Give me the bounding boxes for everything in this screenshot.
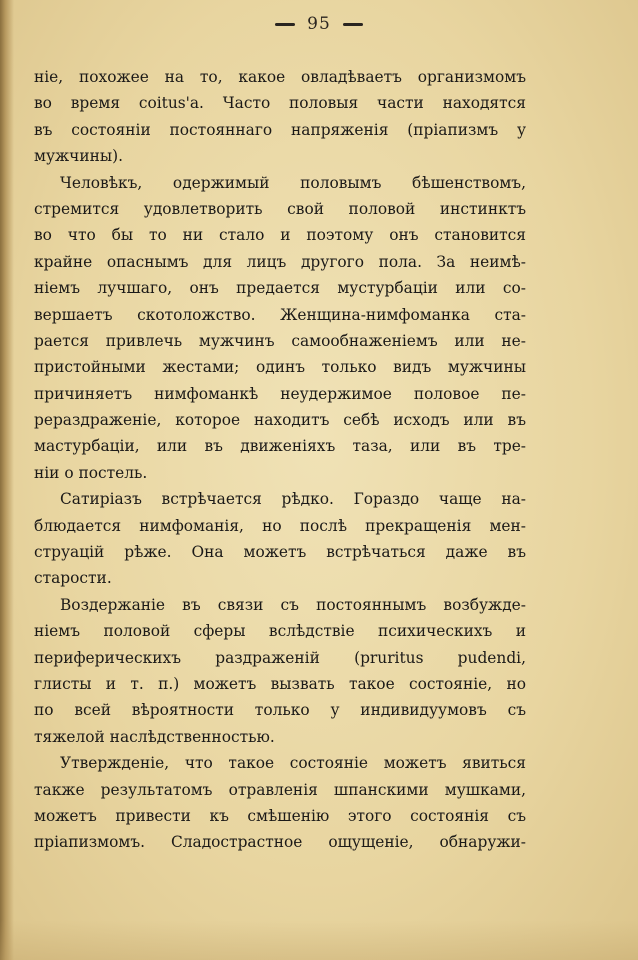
text-line: Воздержаніе въ связи съ постояннымъ возбужде- bbox=[60, 595, 526, 614]
left-ornament-dash bbox=[275, 23, 295, 26]
text-line: также результатомъ отравленія шпанскими мушками, bbox=[34, 780, 526, 799]
text-line: Сатиріазъ встрѣчается рѣдко. Гораздо чаще на- bbox=[60, 490, 526, 509]
text-line: мастурбаціи, или въ движеніяхъ таза, или въ тре- bbox=[34, 437, 526, 456]
text-line: въ состояніи постояннаго напряженія (пріапизмъ у bbox=[34, 120, 526, 139]
text-line: рается привлечь мужчинъ самообнаженіемъ или не- bbox=[34, 331, 526, 350]
text-line: рераздраженіе, которое находитъ себѣ исходъ или въ bbox=[34, 411, 526, 430]
text-line: ніемъ половой сферы вслѣдствіе психическихъ и bbox=[34, 622, 526, 641]
text-line: пристойными жестами; одинъ только видъ мужчины bbox=[34, 358, 526, 377]
text-line: во время coitus'а. Часто половыя части находятся bbox=[34, 94, 526, 113]
text-line: ніи о постель. bbox=[34, 463, 148, 482]
body-text bbox=[34, 64, 526, 856]
text-line: можетъ привести къ смѣшенію этого состоянія съ bbox=[34, 806, 526, 825]
text-line: ніемъ лучшаго, онъ предается мустурбаціи или со- bbox=[34, 279, 526, 298]
text-line: блюдается нимфоманія, но послѣ прекращенія мен- bbox=[34, 516, 526, 535]
text-line: мужчины). bbox=[34, 147, 124, 166]
text-line: стремится удовлетворить свой половой инстинктъ bbox=[34, 199, 526, 218]
text-line: крайне опаснымъ для лицъ другого пола. За неимѣ- bbox=[34, 252, 526, 271]
text-line: старости. bbox=[34, 569, 112, 588]
text-line: тяжелой наслѣдственностью. bbox=[34, 727, 275, 746]
spine-shadow bbox=[0, 0, 14, 960]
text-line: струацій рѣже. Она можетъ встрѣчаться даже въ bbox=[34, 543, 526, 562]
text-line: пріапизмомъ. Сладострастное ощущеніе, обнаружи- bbox=[34, 833, 526, 852]
text-line: периферическихъ раздраженій (pruritus pudendi, bbox=[34, 648, 526, 667]
page-header bbox=[0, 14, 638, 34]
text-line: по всей вѣроятности только у индивидуумовъ съ bbox=[34, 701, 526, 720]
text-line: ніе, похожее на то, какое овладѣваетъ организмомъ bbox=[34, 68, 526, 86]
page-wear bbox=[0, 920, 638, 960]
text-line: во что бы то ни стало и поэтому онъ становится bbox=[34, 226, 526, 245]
text-line: глисты и т. п.) можетъ вызвать такое состояніе, но bbox=[34, 674, 526, 693]
page-number: 95 bbox=[307, 14, 331, 34]
text-line: Человѣкъ, одержимый половымъ бѣшенствомъ, bbox=[60, 173, 526, 192]
text-line: Утвержденіе, что такое состояніе можетъ явиться bbox=[60, 754, 526, 773]
right-ornament-dash bbox=[343, 23, 363, 26]
text-line: причиняетъ нимфоманкѣ неудержимое половое пе- bbox=[34, 384, 526, 403]
text-line: вершаетъ скотоложство. Женщина-нимфоманка ста- bbox=[34, 305, 526, 324]
